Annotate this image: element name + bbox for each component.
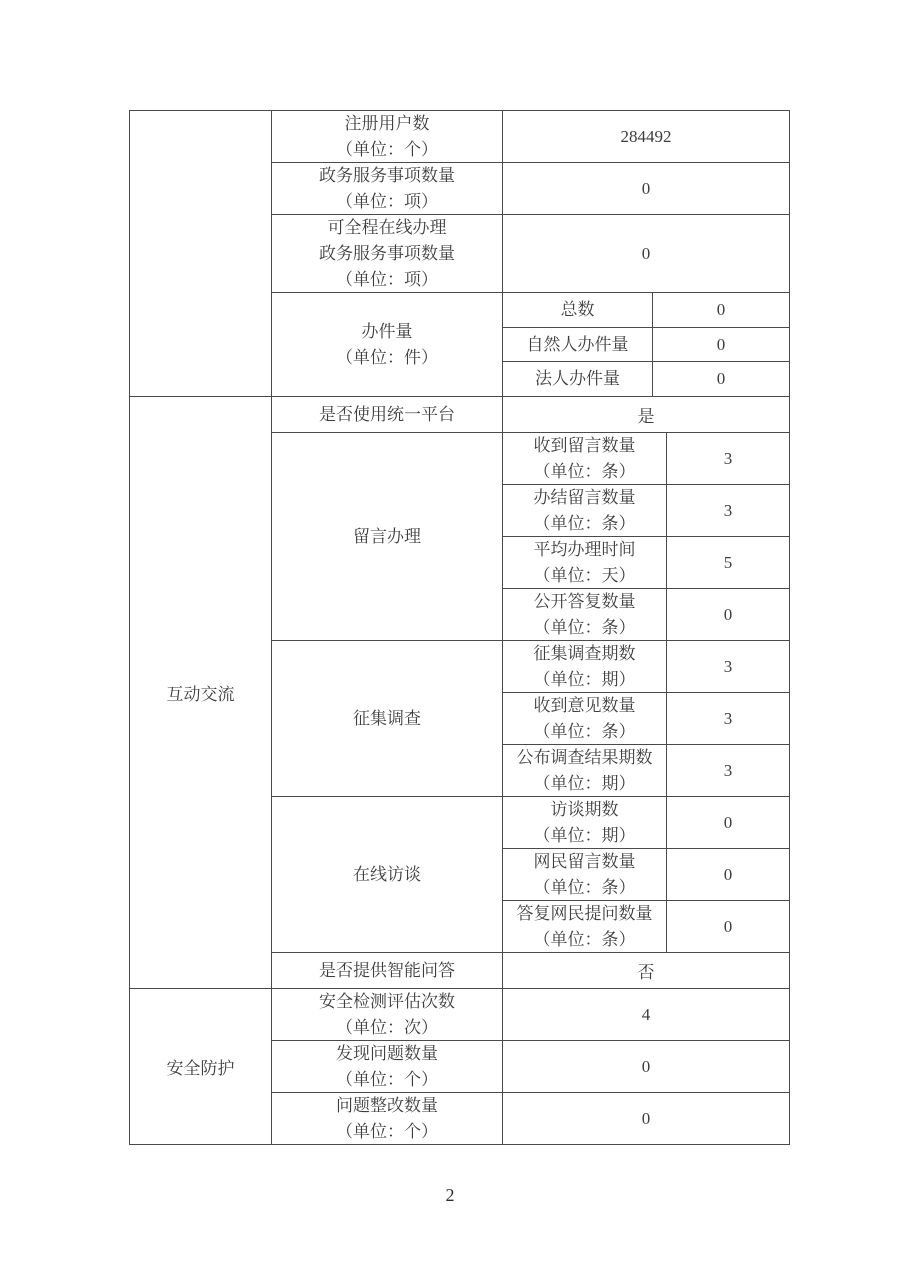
sub-row <box>503 328 789 363</box>
metric-label-line: （单位：个） <box>336 139 438 159</box>
table-row <box>272 433 789 641</box>
page-number: 2 <box>445 1185 455 1205</box>
table-row <box>272 1093 789 1144</box>
sub-row <box>503 362 789 396</box>
section-body <box>272 989 789 1144</box>
sub-metric-label-line: （单位：条） <box>533 461 636 481</box>
metric-label-line: 在线访谈 <box>353 864 421 884</box>
sub-metric-value: 3 <box>723 448 733 468</box>
metric-label-line: （单位：个） <box>336 1069 438 1089</box>
metric-value: 0 <box>641 178 651 198</box>
metric-label <box>272 215 503 292</box>
sub-metric-value: 5 <box>723 552 733 572</box>
metric-label <box>272 1093 503 1144</box>
sub-metric-label-line: （单位：条） <box>533 877 636 897</box>
sub-metric-value: 0 <box>716 369 726 389</box>
metric-label-line: 安全检测评估次数 <box>319 991 455 1011</box>
sub-row <box>503 589 789 640</box>
sub-metric-value: 0 <box>723 916 733 936</box>
sub-metric-label <box>503 797 667 848</box>
metric-value: 4 <box>641 1004 651 1024</box>
sub-metric-label-line: （单位：期） <box>533 773 636 793</box>
sub-metric-label-line: 办结留言数量 <box>533 487 636 507</box>
sub-row <box>503 797 789 849</box>
sub-metric-label <box>503 537 667 588</box>
sub-rows <box>503 797 789 952</box>
section-label: 互动交流 <box>130 397 272 988</box>
sub-metric-label-line: 公布调查结果期数 <box>516 747 653 767</box>
report-table <box>129 110 790 1145</box>
table-row <box>272 293 789 396</box>
sub-metric-label <box>503 745 667 796</box>
sub-metric-label-line: 自然人办件量 <box>526 334 629 354</box>
sub-metric-value: 3 <box>723 500 733 520</box>
metric-label <box>272 163 503 214</box>
metric-value: 否 <box>637 963 655 982</box>
table-row <box>272 989 789 1041</box>
metric-label-line: 办件量 <box>361 321 413 341</box>
metric-label <box>272 641 503 796</box>
section-row <box>130 989 789 1144</box>
sub-metric-label <box>503 362 653 396</box>
metric-value: 0 <box>641 1056 651 1076</box>
sub-metric-value: 0 <box>716 299 726 319</box>
sub-metric-value: 3 <box>723 760 733 780</box>
metric-label-line: 政务服务事项数量 <box>319 165 455 185</box>
metric-label-line: 可全程在线办理 <box>327 217 447 237</box>
sub-metric-label-line: （单位：期） <box>533 825 636 845</box>
sub-metric-label-line: 网民留言数量 <box>533 851 636 871</box>
section-body <box>272 111 789 396</box>
sub-metric-label-line: 收到意见数量 <box>533 695 636 715</box>
sub-metric-label <box>503 901 667 952</box>
sub-metric-label <box>503 589 667 640</box>
sub-row <box>503 849 789 901</box>
sub-metric-label-line: 收到留言数量 <box>533 435 636 455</box>
table-row <box>272 111 789 163</box>
metric-label-line: （单位：件） <box>336 347 438 367</box>
table-row <box>272 797 789 953</box>
sub-row <box>503 485 789 537</box>
sub-metric-label <box>503 433 667 484</box>
sub-metric-value: 0 <box>723 604 733 624</box>
sub-rows <box>503 433 789 640</box>
metric-label-line: （单位：项） <box>336 269 438 289</box>
section-row <box>130 111 789 397</box>
metric-label <box>272 433 503 640</box>
metric-label-line: 政务服务事项数量 <box>319 243 455 263</box>
sub-metric-label-line: （单位：条） <box>533 617 636 637</box>
metric-label-line: 征集调查 <box>353 708 421 728</box>
sub-metric-label-line: 公开答复数量 <box>533 591 636 611</box>
metric-value: 284492 <box>620 126 672 146</box>
table-row <box>272 163 789 215</box>
table-row <box>272 641 789 797</box>
sub-metric-label-line: 访谈期数 <box>550 799 619 819</box>
section-body <box>272 397 789 988</box>
metric-value: 0 <box>641 243 651 263</box>
sub-row <box>503 293 789 328</box>
metric-label <box>272 989 503 1040</box>
sub-metric-label-line: （单位：条） <box>533 721 636 741</box>
table-row <box>272 215 789 293</box>
metric-value: 0 <box>641 1108 651 1128</box>
sub-metric-value: 0 <box>723 812 733 832</box>
sub-metric-label-line: （单位：条） <box>533 513 636 533</box>
sub-metric-label <box>503 328 653 362</box>
sub-row <box>503 641 789 693</box>
metric-label-line: （单位：次） <box>336 1017 438 1037</box>
sub-metric-value: 3 <box>723 656 733 676</box>
metric-label <box>272 397 503 432</box>
sub-rows <box>503 641 789 796</box>
metric-label <box>272 797 503 952</box>
sub-metric-value: 0 <box>723 864 733 884</box>
table-row <box>272 397 789 433</box>
sub-metric-label <box>503 849 667 900</box>
sub-metric-label <box>503 293 653 327</box>
table-row <box>272 953 789 988</box>
sub-metric-label-line: 法人办件量 <box>535 369 620 389</box>
sub-row <box>503 745 789 796</box>
metric-label-line: （单位：个） <box>336 1121 438 1141</box>
table-row <box>272 1041 789 1093</box>
sub-metric-label-line: （单位：条） <box>533 929 636 949</box>
sub-metric-label <box>503 641 667 692</box>
metric-label-line: （单位：项） <box>336 191 438 211</box>
metric-label-line: 注册用户数 <box>344 113 430 133</box>
metric-label-line: 发现问题数量 <box>336 1043 438 1063</box>
sub-metric-label <box>503 485 667 536</box>
metric-label <box>272 953 503 988</box>
sub-row <box>503 693 789 745</box>
sub-metric-value: 0 <box>716 334 726 354</box>
sub-metric-label-line: 平均办理时间 <box>533 539 636 559</box>
metric-label-line: 问题整改数量 <box>336 1095 438 1115</box>
sub-metric-label <box>503 693 667 744</box>
sub-row <box>503 901 789 952</box>
sub-rows <box>503 293 789 396</box>
sub-metric-label-line: 总数 <box>560 299 595 319</box>
section-row <box>130 397 789 989</box>
sub-metric-label-line: 征集调查期数 <box>533 643 636 663</box>
sub-metric-label-line: （单位：天） <box>533 565 636 585</box>
metric-label <box>272 1041 503 1092</box>
metric-value: 是 <box>637 407 655 426</box>
sub-metric-value: 3 <box>723 708 733 728</box>
metric-label <box>272 293 503 396</box>
sub-metric-label-line: （单位：期） <box>533 669 636 689</box>
sub-row <box>503 537 789 589</box>
metric-label-line: 是否提供智能问答 <box>319 960 455 980</box>
section-label: 安全防护 <box>130 989 272 1144</box>
section-label <box>130 111 272 396</box>
sub-metric-label-line: 答复网民提问数量 <box>516 903 653 923</box>
sub-row <box>503 433 789 485</box>
metric-label <box>272 111 503 162</box>
metric-label-line: 是否使用统一平台 <box>319 404 455 424</box>
metric-label-line: 留言办理 <box>353 526 421 546</box>
